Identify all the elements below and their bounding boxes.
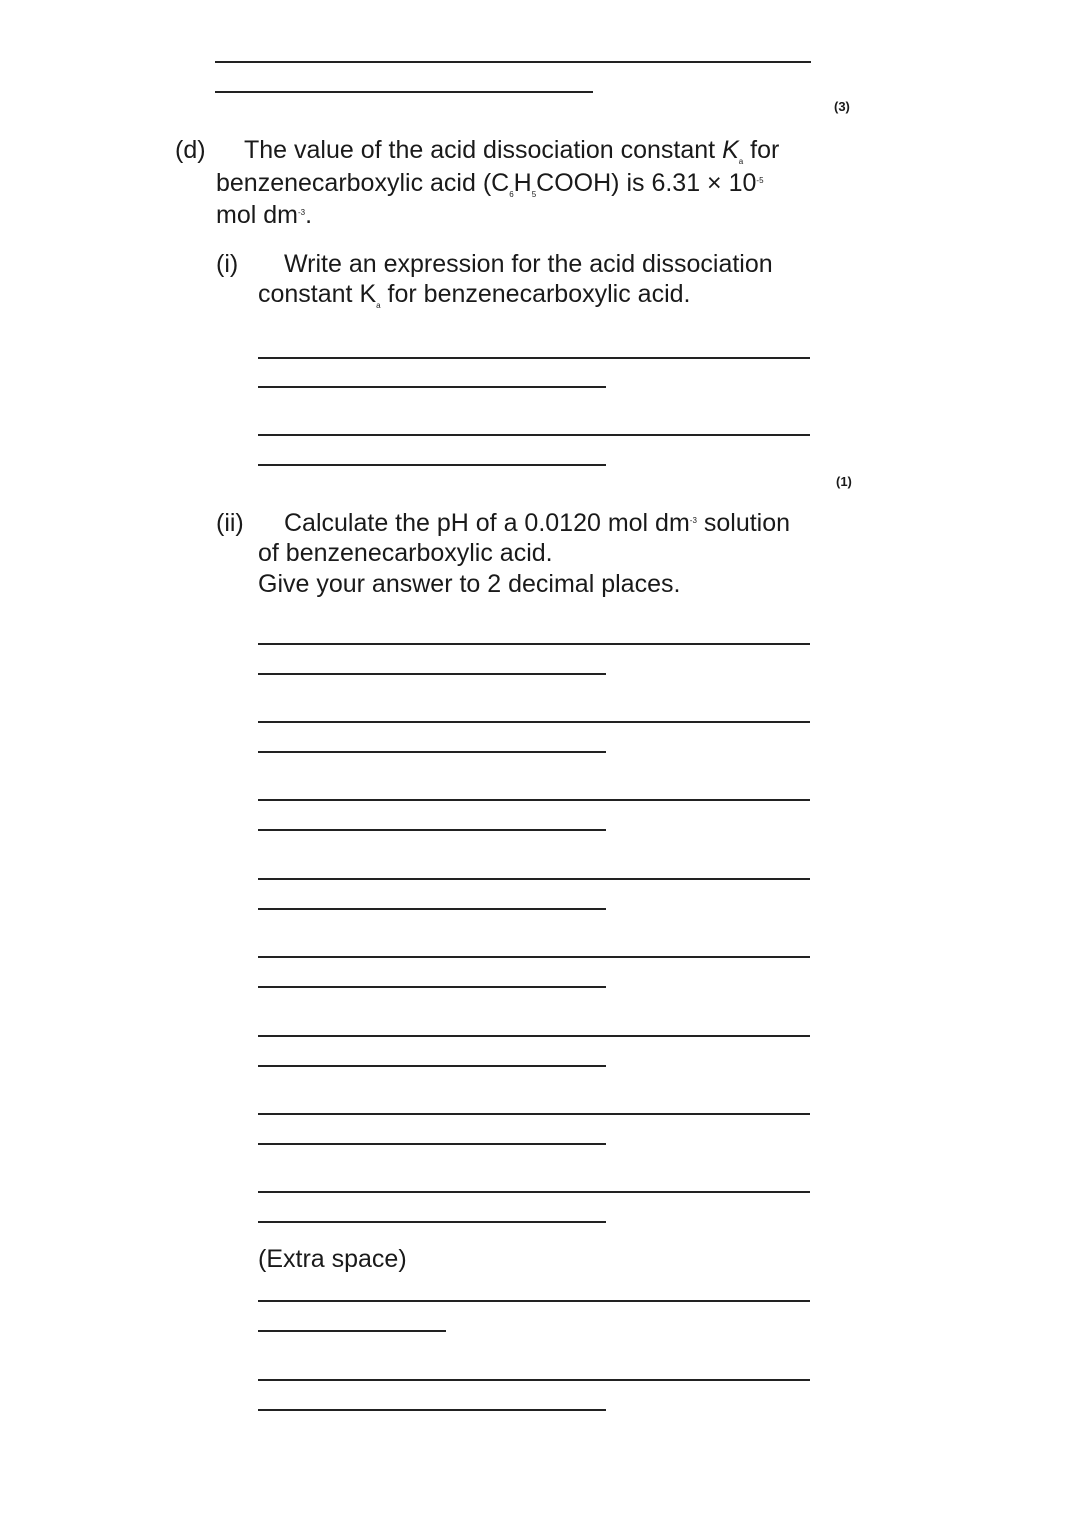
part-d-text-line3: mol $dm^{-3}$.	[216, 201, 313, 229]
answer-line[interactable]	[258, 673, 606, 675]
part-ii-text-line3: Give your answer to 2 decimal places.	[258, 570, 681, 598]
answer-line[interactable]	[258, 357, 810, 359]
part-d-text-line1: The value of the acid dissociation constant $K_a$ for	[244, 136, 780, 166]
answer-line[interactable]	[258, 878, 810, 880]
answer-line[interactable]	[258, 386, 606, 388]
answer-line[interactable]	[258, 1191, 810, 1193]
answer-line[interactable]	[258, 721, 810, 723]
answer-line[interactable]	[258, 1409, 606, 1411]
part-i-text-line1: Write an expression for the acid dissociation	[284, 250, 773, 278]
extra-space-label: (Extra space)	[258, 1245, 407, 1273]
answer-line[interactable]	[258, 986, 606, 988]
part-ii-text-line1: Calculate the pH of a 0.0120 mol $dm^{-3}$ solution	[284, 509, 791, 537]
answer-line[interactable]	[258, 1065, 606, 1067]
answer-line[interactable]	[258, 751, 606, 753]
answer-line[interactable]	[215, 61, 811, 63]
answer-line[interactable]	[258, 434, 810, 436]
answer-line[interactable]	[215, 91, 593, 93]
part-ii-label: (ii)	[216, 509, 244, 537]
marks-label: (1)	[836, 474, 852, 489]
answer-line[interactable]	[258, 1143, 606, 1145]
part-i-text-line2: constant $K_a$ for benzenecarboxylic acid.	[258, 280, 691, 310]
part-ii-text-line2: of benzenecarboxylic acid.	[258, 539, 553, 567]
answer-line[interactable]	[258, 799, 810, 801]
answer-line[interactable]	[258, 1113, 810, 1115]
answer-line[interactable]	[258, 829, 606, 831]
answer-line[interactable]	[258, 1221, 606, 1223]
answer-line[interactable]	[258, 908, 606, 910]
answer-line[interactable]	[258, 1035, 810, 1037]
answer-line[interactable]	[258, 643, 810, 645]
part-d-text-line2: benzenecarboxylic acid $(C_6H_5COOH)$ is $6.31 \times 10^{-5}$	[216, 169, 764, 199]
answer-line[interactable]	[258, 1330, 446, 1332]
part-d-label: (d)	[175, 136, 206, 164]
answer-line[interactable]	[258, 956, 810, 958]
marks-label: (3)	[834, 99, 850, 114]
part-i-label: (i)	[216, 250, 239, 278]
answer-line[interactable]	[258, 1379, 810, 1381]
answer-line[interactable]	[258, 1300, 810, 1302]
answer-line[interactable]	[258, 464, 606, 466]
